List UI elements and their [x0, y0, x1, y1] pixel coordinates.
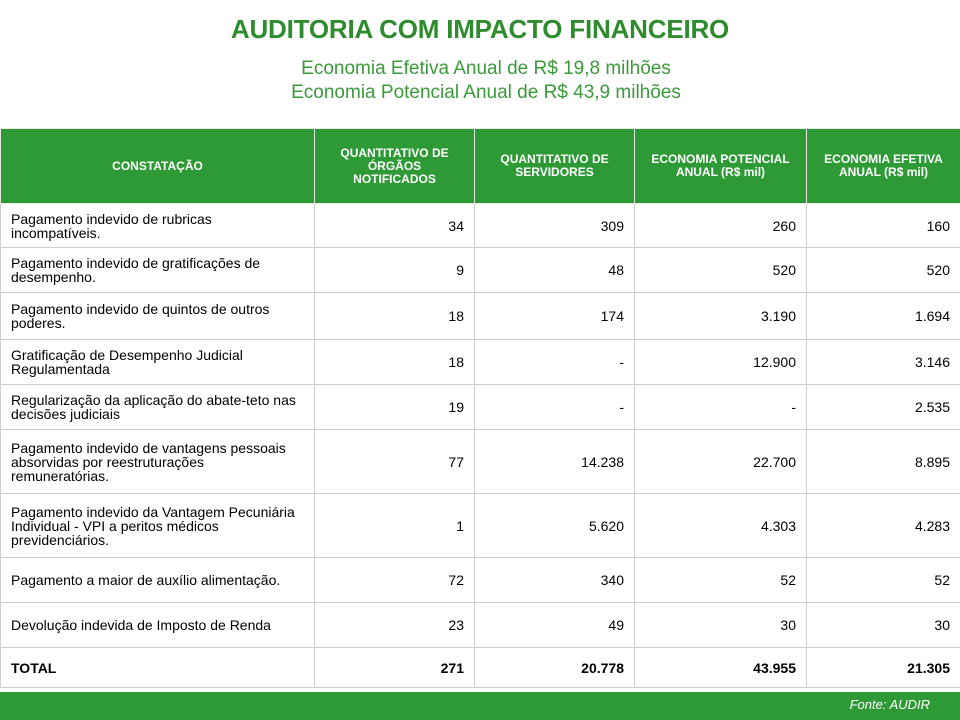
table-row — [1, 340, 960, 385]
cell-servidores: - — [475, 385, 635, 430]
header-constatacao: CONSTATAÇÃO — [1, 129, 315, 204]
cell-economia-efetiva: 2.535 — [807, 385, 960, 430]
table-row — [1, 385, 960, 430]
potential-savings-subtitle: Economia Potencial Anual de R$ 43,9 milhões — [291, 82, 681, 103]
footer-bar — [0, 692, 960, 720]
cell-economia-efetiva: 8.895 — [807, 430, 960, 494]
cell-orgaos: 19 — [315, 385, 475, 430]
cell-economia-potencial: 12.900 — [635, 340, 807, 385]
cell-economia-efetiva: 3.146 — [807, 340, 960, 385]
total-orgaos: 271 — [315, 648, 475, 688]
cell-constatacao: Pagamento indevido da Vantagem Pecuniária Individual - VPI a peritos médicos previdenciários. — [1, 494, 315, 558]
table-row — [1, 248, 960, 293]
cell-constatacao: Pagamento a maior de auxílio alimentação. — [1, 558, 315, 603]
table-row — [1, 494, 960, 558]
total-economia-efetiva: 21.305 — [807, 648, 960, 688]
cell-economia-potencial: 260 — [635, 204, 807, 248]
cell-economia-potencial: 4.303 — [635, 494, 807, 558]
cell-servidores: 174 — [475, 293, 635, 340]
header-servidores: QUANTITATIVO DE SERVIDORES — [475, 129, 635, 204]
cell-economia-potencial: 52 — [635, 558, 807, 603]
cell-economia-potencial: 30 — [635, 603, 807, 648]
cell-constatacao: Pagamento indevido de vantagens pessoais absorvidas por reestruturações remuneratórias. — [1, 430, 315, 494]
cell-orgaos: 23 — [315, 603, 475, 648]
total-servidores: 20.778 — [475, 648, 635, 688]
cell-economia-efetiva: 520 — [807, 248, 960, 293]
cell-constatacao: Pagamento indevido de rubricas incompatíveis. — [1, 204, 315, 248]
cell-servidores: 14.238 — [475, 430, 635, 494]
cell-servidores: 49 — [475, 603, 635, 648]
source-note: Fonte: AUDIR — [849, 697, 930, 712]
cell-economia-potencial: 22.700 — [635, 430, 807, 494]
header-economia-potencial: ECONOMIA POTENCIAL ANUAL (R$ mil) — [635, 129, 807, 204]
table-row — [1, 603, 960, 648]
effective-savings-subtitle: Economia Efetiva Anual de R$ 19,8 milhões — [301, 58, 671, 79]
cell-servidores: 48 — [475, 248, 635, 293]
cell-orgaos: 9 — [315, 248, 475, 293]
cell-economia-efetiva: 52 — [807, 558, 960, 603]
cell-economia-potencial: 520 — [635, 248, 807, 293]
cell-constatacao: Gratificação de Desempenho Judicial Regulamentada — [1, 340, 315, 385]
cell-servidores: 340 — [475, 558, 635, 603]
header-economia-efetiva: ECONOMIA EFETIVA ANUAL (R$ mil) — [807, 129, 960, 204]
cell-constatacao: Pagamento indevido de gratificações de desempenho. — [1, 248, 315, 293]
total-label: TOTAL — [1, 648, 315, 688]
cell-economia-potencial: 3.190 — [635, 293, 807, 340]
cell-constatacao: Regularização da aplicação do abate-teto nas decisões judiciais — [1, 385, 315, 430]
cell-orgaos: 77 — [315, 430, 475, 494]
cell-economia-efetiva: 1.694 — [807, 293, 960, 340]
table-row — [1, 204, 960, 248]
cell-economia-efetiva: 160 — [807, 204, 960, 248]
cell-orgaos: 18 — [315, 293, 475, 340]
cell-economia-potencial: - — [635, 385, 807, 430]
table-row — [1, 558, 960, 603]
total-row — [1, 648, 960, 688]
cell-servidores: 5.620 — [475, 494, 635, 558]
total-economia-potencial: 43.955 — [635, 648, 807, 688]
cell-orgaos: 18 — [315, 340, 475, 385]
audit-table — [0, 128, 960, 688]
cell-economia-efetiva: 4.283 — [807, 494, 960, 558]
page-title: AUDITORIA COM IMPACTO FINANCEIRO — [230, 14, 730, 44]
cell-constatacao: Pagamento indevido de quintos de outros poderes. — [1, 293, 315, 340]
header-orgaos: QUANTITATIVO DE ÓRGÃOS NOTIFICADOS — [315, 129, 475, 204]
table-row — [1, 430, 960, 494]
table-header-row — [1, 129, 960, 204]
cell-servidores: - — [475, 340, 635, 385]
cell-orgaos: 34 — [315, 204, 475, 248]
cell-servidores: 309 — [475, 204, 635, 248]
cell-economia-efetiva: 30 — [807, 603, 960, 648]
cell-constatacao: Devolução indevida de Imposto de Renda — [1, 603, 315, 648]
cell-orgaos: 72 — [315, 558, 475, 603]
cell-orgaos: 1 — [315, 494, 475, 558]
table-row — [1, 293, 960, 340]
